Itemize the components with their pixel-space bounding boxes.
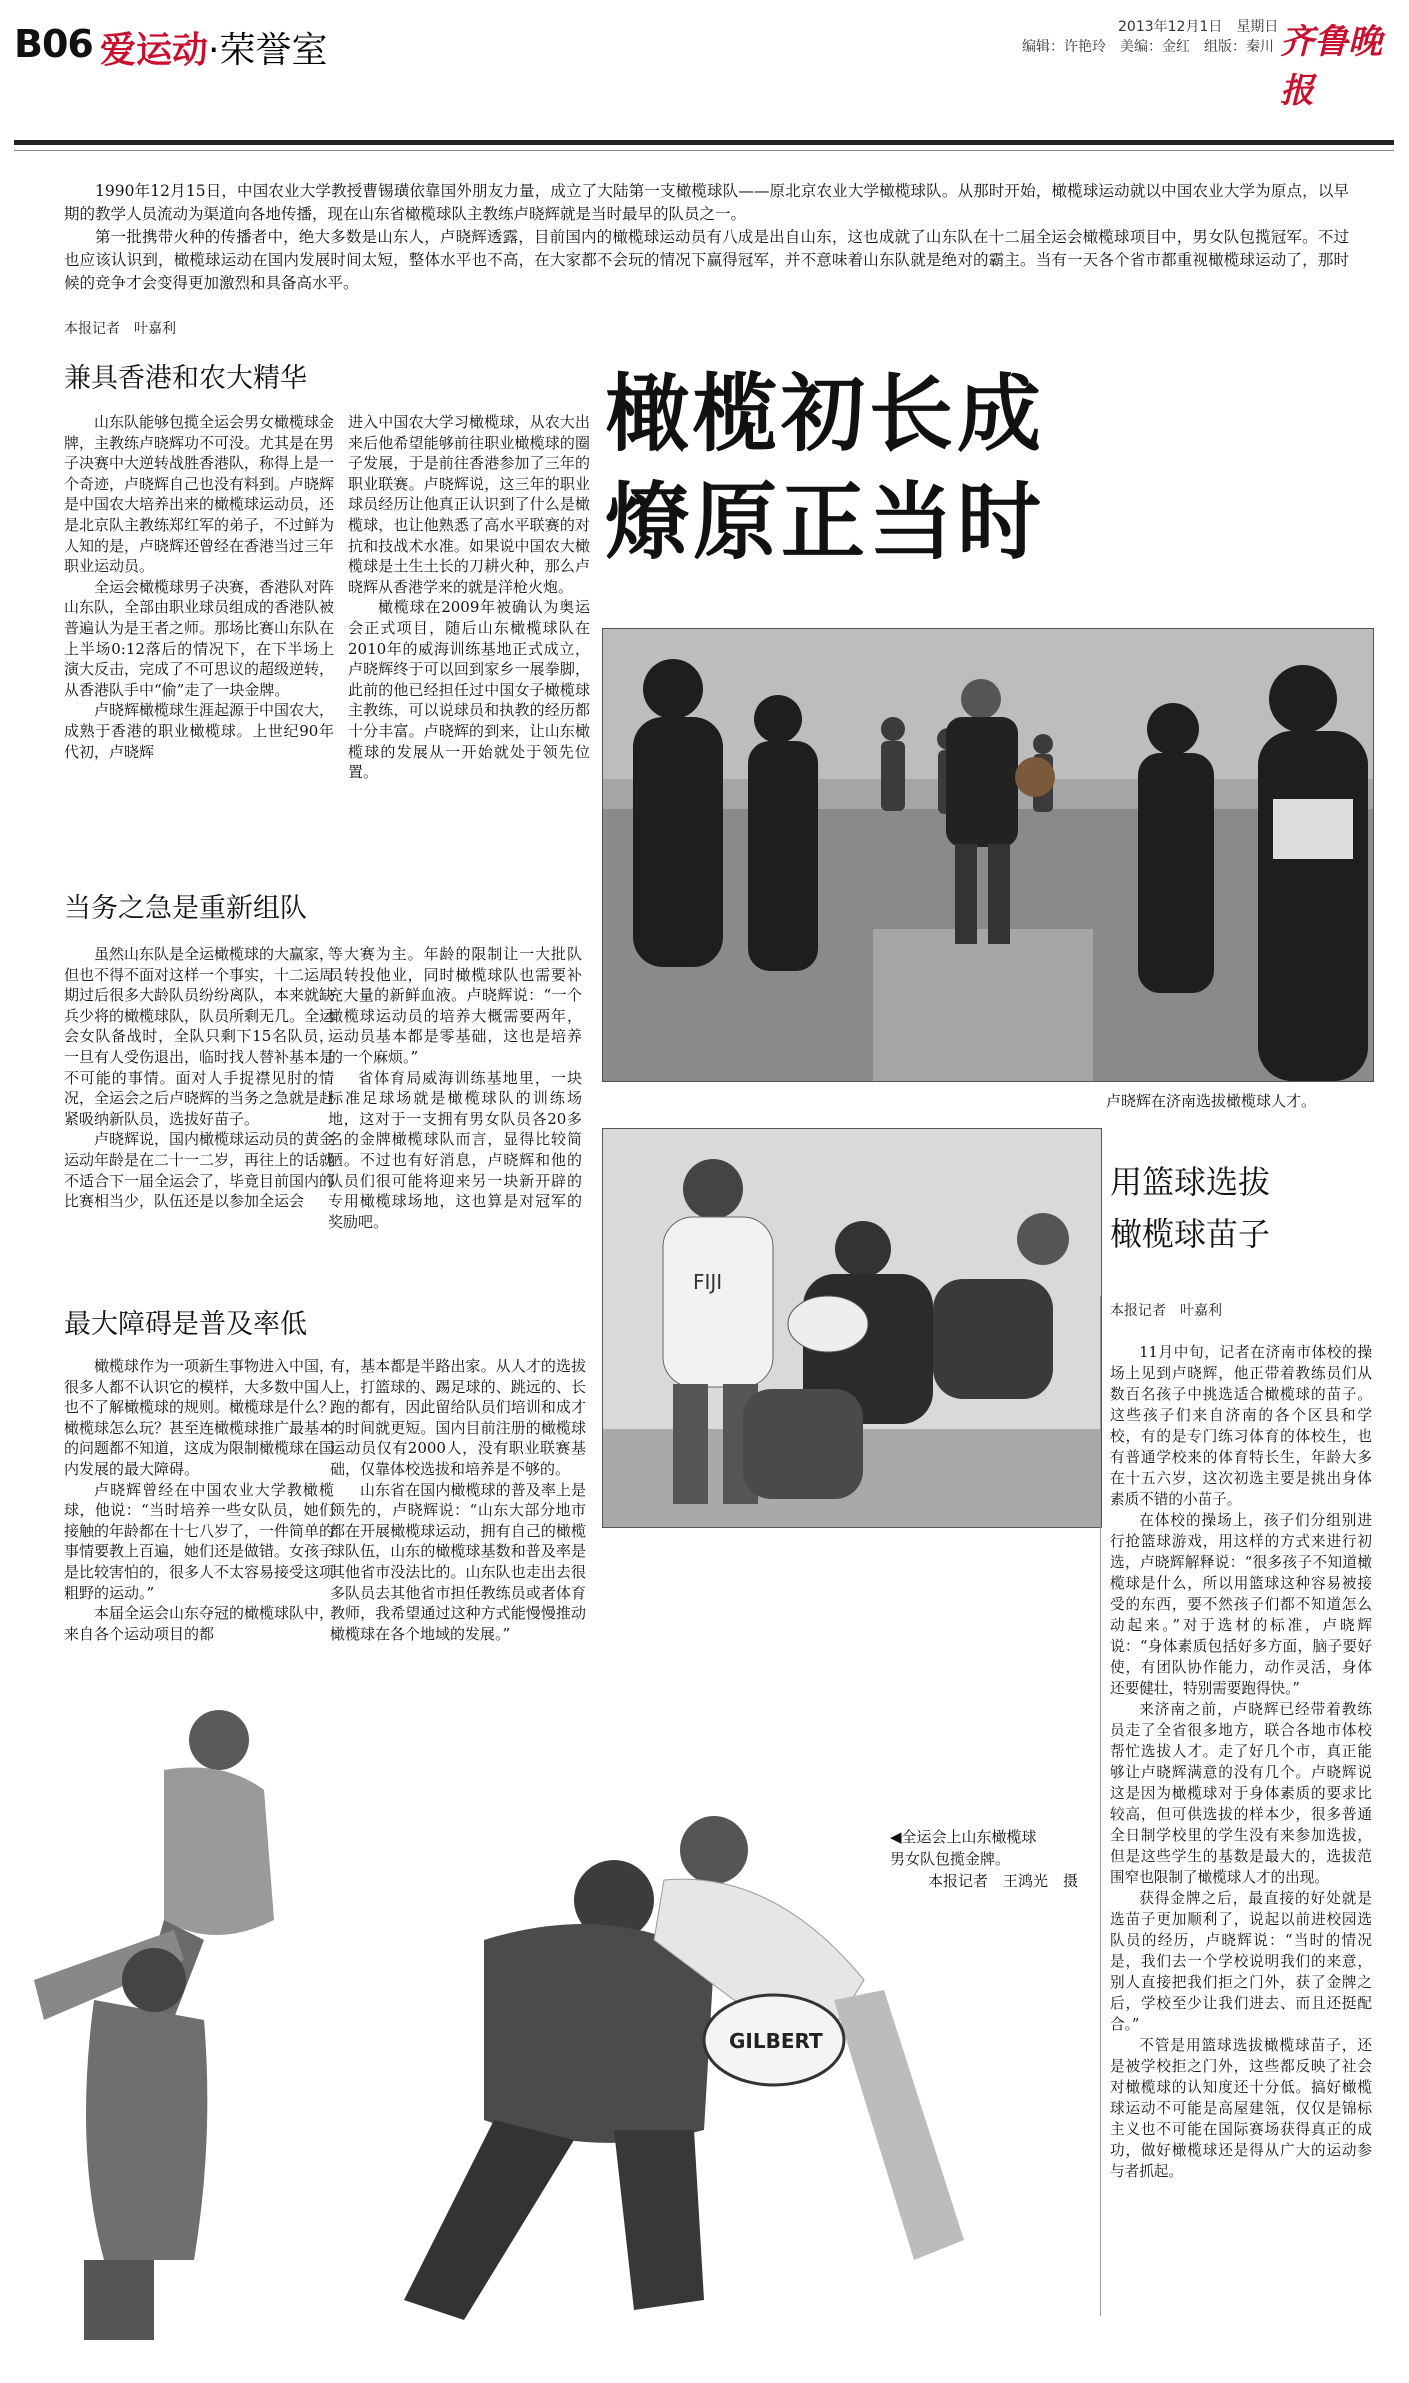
- section-sub: 荣誉室: [219, 30, 328, 71]
- body-paragraph: 省体育局威海训练基地里，一块标准足球场就是橄榄球队的训练场地，这对于一支拥有男女队员各20多名的金牌橄榄球队而言，显得比较简陋。不过也有好消息，卢晓辉和他的队员们很可能将迎来另一块新开辟的专用橄榄球场地，这也算是对冠军的奖励吧。: [328, 1068, 582, 1231]
- body-paragraph: 卢晓辉橄榄球生涯起源于中国农大，成熟于香港的职业橄榄球。上世纪90年代初，卢晓辉: [64, 701, 335, 761]
- section-dot: ·: [208, 30, 220, 71]
- body-paragraph: 虽然山东队是全运橄榄球的大赢家，但也不得不面对这样一个事实，十二运周期过后很多大龄队员纷纷离队，本来就缺兵少将的橄榄球队，队员所剩无几。全运会女队备战时，全队只剩下15名队员，一旦有人受伤退出，临时找人替补基本是不可能的事情。面对人手捉襟见肘的情况，全运会之后卢晓辉的当务之急就是赶紧吸纳新队员，选拔好苗子。: [64, 945, 335, 1128]
- photo-1-caption: 卢晓辉在济南选拔橄榄球人才。: [1106, 1092, 1317, 1110]
- section-2-col-left: [64, 944, 334, 1212]
- mens-rugby-illustration: [603, 1129, 1101, 1527]
- photo-coach-selection: [602, 628, 1374, 1082]
- intro-paragraph: 1990年12月15日，中国农业大学教授曹锡璜依靠国外朋友力量，成立了大陆第一支橄榄球队——原北京农业大学橄榄球队。从那时开始，橄榄球运动就以中国农业大学为原点，以早期的教学人员流动为渠道向各地传播，现在山东省橄榄球队主教练卢晓辉就是当时最早的队员之一。: [64, 182, 1349, 223]
- section-title: [100, 22, 327, 73]
- section-1-col-left: [64, 412, 334, 762]
- sidebar-title-line-1: 用篮球选拔: [1110, 1163, 1271, 1201]
- intro-block: [64, 180, 1349, 295]
- newspaper-logo: 齐鲁晚报: [1280, 22, 1382, 111]
- coach-photo-illustration: [603, 629, 1373, 1081]
- body-paragraph: 橄榄球作为一项新生事物进入中国，很多人都不认识它的模样，大多数中国人也不了解橄榄球的规则。橄榄球是什么？橄榄球怎么玩？甚至连橄榄球推广最基本的问题都不知道，这成为限制橄榄球在国内发展的最大障碍。: [64, 1357, 335, 1478]
- body-paragraph: 卢晓辉曾经在中国农业大学教橄榄球，他说：“当时培养一些女队员，她们接触的年龄都在十七八岁了，一件简单的事情要教上百遍，她们还是做错。女孩子是比较害怕的，很多人不太容易接受这项粗野的运动。”: [64, 1480, 335, 1602]
- editors-line: 编辑：许艳玲 美编：金红 组版：秦川: [1022, 39, 1274, 55]
- section-1-col-right: [348, 412, 590, 783]
- body-paragraph: 在体校的操场上，孩子们分组别进行抢篮球游戏，用这样的方式来进行初选，卢晓辉解释说：“很多孩子不知道橄榄球是什么，所以用篮球这种容易被接受的东西，要不然孩子们都不知道怎么动起来。”对于选材的标准，卢晓辉说：“身体素质包括好多方面，脑子要好使，有团队协作能力，动作灵活，身体还要健壮，特别需要跑得快。”: [1110, 1512, 1372, 1697]
- body-paragraph: 有，基本都是半路出家。从人才的选拔上，打篮球的、踢足球的、跳远的、长跑的都有，因此留给队员们培训和成才的时间就更短。国内目前注册的橄榄球运动员仅有2000人，没有职业联赛基础，仅靠体校选拔和培养是不够的。: [330, 1357, 586, 1478]
- body-paragraph: 来济南之前，卢晓辉已经带着教练员走了全省很多地方，联合各地市体校帮忙选拔人才。走了好几个市，真正能够让卢晓辉满意的没有几个。卢晓辉说这是因为橄榄球对于身体素质的要求比较高，但可供选拔的样本少，很多普通全日制学校里的学生没有来参加选拔，但是这些学生的基数是最大的，选拔范围窄也限制了橄榄球人才的出现。: [1110, 1701, 1372, 1886]
- body-paragraph: 进入中国农大学习橄榄球，从农大出来后他希望能够前往职业橄榄球的圈子发展，于是前往香港参加了三年的职业联赛。卢晓辉说，这三年的职业球员经历让他真正认识到了什么是橄榄球，也让他熟悉了高水平联赛的对抗和技战术水准。如果说中国农大橄榄球是土生土长的刀耕火种，那么卢晓辉从香港学来的就是洋枪火炮。: [348, 413, 590, 596]
- section-3-col-right: [330, 1356, 586, 1644]
- sidebar-title: [1110, 1156, 1270, 1260]
- page-code: B06: [14, 22, 93, 66]
- intro-paragraph: 第一批携带火种的传播者中，绝大多数是山东人，卢晓辉透露，目前国内的橄榄球运动员有八成是出自山东，这也成就了山东队在十二届全运会橄榄球项目中，男女队包揽冠军。不过也应该认识到，橄榄球运动在国内发展时间太短，整体水平也不高，在大家都不会玩的情况下赢得冠军，并不意味着山东队就是绝对的霸主。当有一天各个省市都重视橄榄球运动了，那时候的竞争才会变得更加激烈和具备高水平。: [64, 228, 1349, 292]
- sidebar-body: [1110, 1342, 1372, 2182]
- ball-brand-text: GILBERT: [729, 2029, 823, 2053]
- section-2-title: 当务之急是重新组队: [64, 893, 307, 924]
- photo-3-caption-line-1: ◀全运会上山东橄榄球: [890, 1828, 1037, 1846]
- section-2-col-right: [328, 944, 582, 1232]
- body-paragraph: 等大赛为主。年龄的限制让一大批队员转投他业，同时橄榄球队也需要补充大量的新鲜血液。卢晓辉说：“一个橄榄球运动员的培养大概需要两年，运动员基本都是零基础，这也是培养的一个麻烦。”: [328, 945, 582, 1066]
- body-paragraph: 橄榄球在2009年被确认为奥运会正式项目，随后山东橄榄球队在2010年的威海训练基地正式成立，卢晓辉终于可以回到家乡一展拳脚，此前的他已经担任过中国女子橄榄球主教练，可以说球员和执教的经历都十分丰富。卢晓辉的到来，让山东橄榄球的发展从一开始就处于领先位置。: [348, 598, 590, 782]
- body-paragraph: 卢晓辉说，国内橄榄球运动员的黄金运动年龄是在二十一二岁，再往上的话就不适合下一届全运会了，毕竟目前国内的比赛相当少，队伍还是以参加全运会: [64, 1130, 335, 1211]
- body-paragraph: 11月中旬，记者在济南市体校的操场上见到卢晓辉，他正带着教练员们从数百名孩子中挑选适合橄榄球的苗子。这些孩子们来自济南的各个区县和学校，有的是专门练习体育的体校生，也有普通学校来的体育特长生，年龄大多在十五六岁，这次初选主要是挑出身体素质不错的小苗子。: [1110, 1344, 1372, 1508]
- body-paragraph: 本届全运会山东夺冠的橄榄球队中，来自各个运动项目的都: [64, 1604, 335, 1643]
- photo-mens-rugby: [602, 1128, 1102, 1528]
- headline-line-1: 橄榄初长成: [605, 365, 1046, 463]
- sidebar-byline: 本报记者 叶嘉利: [1110, 1303, 1222, 1319]
- section-1-title: 兼具香港和农大精华: [64, 363, 307, 394]
- photo-womens-rugby: [14, 1700, 1074, 2360]
- main-headline: [605, 360, 1045, 576]
- body-paragraph: 全运会橄榄球男子决赛，香港队对阵山东队，全部由职业球员组成的香港队被普遍认为是王者之师。那场比赛山东队在上半场0:12落后的情况下，在下半场上演大反击，完成了不可思议的超级逆转，从香港队手中“偷”走了一块金牌。: [64, 577, 335, 699]
- jersey-text: FIJI: [693, 1270, 723, 1294]
- body-paragraph: 山东队能够包揽全运会男女橄榄球金牌，主教练卢晓辉功不可没。尤其是在男子决赛中大逆转战胜香港队，称得上是一个奇迹，卢晓辉自己也没有料到。卢晓辉是中国农大培养出来的橄榄球运动员，还是北京队主教练郑红军的弟子，不过鲜为人知的是，卢晓辉还曾经在香港当过三年职业运动员。: [64, 413, 335, 576]
- photo-3-caption-line-2: 男女队包揽金牌。: [890, 1850, 1011, 1868]
- header-rule: [14, 140, 1394, 145]
- main-byline: 本报记者 叶嘉利: [64, 321, 176, 337]
- sidebar-divider: [1100, 1296, 1101, 2316]
- headline-line-2: 燎原正当时: [605, 473, 1046, 571]
- section-3-title: 最大障碍是普及率低: [64, 1309, 307, 1340]
- body-paragraph: 不管是用篮球选拔橄榄球苗子，还是被学校拒之门外，这些都反映了社会对橄榄球的认知度还十分低。搞好橄榄球运动不可能是高屋建瓴，仅仅是锦标主义也不可能在国际赛场获得真正的成功，做好橄榄球还是得从广大的运动参与者抓起。: [1110, 2037, 1372, 2180]
- header-rule-thin: [14, 150, 1394, 151]
- womens-rugby-illustration: [14, 1700, 1074, 2360]
- body-paragraph: 山东省在国内橄榄球的普及率上是领先的，卢晓辉说：“山东大部分地市都在开展橄榄球运动，拥有自己的橄榄球队伍，山东的橄榄球基数和普及率是其他省市没法比的。山东队也走出去很多队员去其他省市担任教练员或者体育教师，我希望通过这种方式能慢慢推动橄榄球在各个地域的发展。”: [330, 1480, 586, 1643]
- issue-date: 2013年12月1日 星期日: [1118, 19, 1279, 35]
- photo-3-credit: 本报记者 王鸿光 摄: [928, 1872, 1079, 1890]
- sidebar-title-line-2: 橄榄球苗子: [1110, 1215, 1271, 1253]
- photo-3-caption: [890, 1826, 1078, 1892]
- section-highlight: 爱运动: [100, 30, 209, 71]
- section-3-col-left: [64, 1356, 334, 1644]
- body-paragraph: 获得金牌之后，最直接的好处就是选苗子更加顺利了，说起以前进校园选队员的经历，卢晓辉说：“当时的情况是，我们去一个学校说明我们的来意，别人直接把我们拒之门外，获了金牌之后，学校至少让我们进去、而且还挺配合。”: [1110, 1890, 1372, 2033]
